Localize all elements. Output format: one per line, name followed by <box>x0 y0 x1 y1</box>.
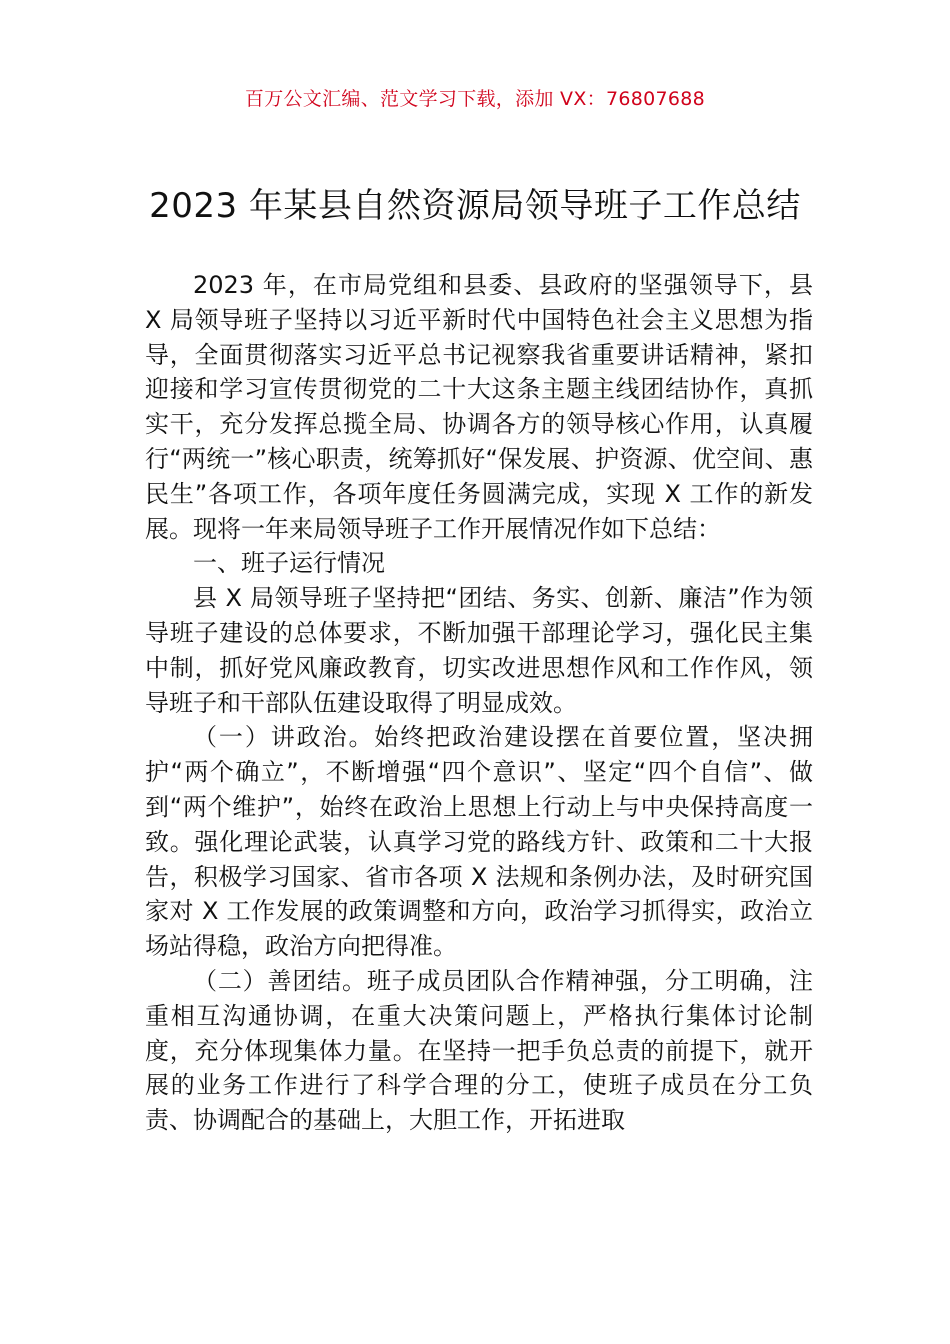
promo-banner: 百万公文汇编、范文学习下载，添加 VX：76807688 <box>244 88 706 110</box>
paragraph-intro: 2023 年，在市局党组和县委、县政府的坚强领导下，县 X 局领导班子坚持以习近平新时代中国特色社会主义思想为指导，全面贯彻落实习近平总书记视察我省重要讲话精神，紧扣迎接和学习宣传贯彻党的二十大这条主题主线团结协作，真抓实干，充分发挥总揽全局、协调各方的领导核心作用，认真履行“两统一”核心职责，统筹抓好“保发展、护资源、优空间、惠民生”各项工作，各项年度任务圆满完成，实现 X 工作的新发展。现将一年来局领导班子工作开展情况作如下总结： <box>145 271 813 543</box>
paragraph-section-intro: 县 X 局领导班子坚持把“团结、务实、创新、廉洁”作为领导班子建设的总体要求，不断加强干部理论学习，强化民主集中制，抓好党风廉政教育，切实改进思想作风和工作作风，领导班子和干部队伍建设取得了明显成效。 <box>145 584 813 717</box>
document-title: 2023 年某县自然资源局领导班子工作总结 <box>149 186 801 226</box>
section-heading: 一、班子运行情况 <box>193 549 385 578</box>
paragraph-politics: （一）讲政治。始终把政治建设摆在首要位置，坚决拥护“两个确立”，不断增强“四个意识”、坚定“四个自信”、做到“两个维护”，始终在政治上思想上行动上与中央保持高度一致。强化理论武装，认真学习党的路线方针、政策和二十大报告，积极学习国家、省市各项 X 法规和条例办法，及时研究国家对 X 工作发展的政策调整和方向，政治学习抓得实，政治立场站得稳，政治方向把得准。 <box>145 723 813 961</box>
document-body <box>145 268 813 1138</box>
paragraph-unity: （二）善团结。班子成员团队合作精神强，分工明确，注重相互沟通协调，在重大决策问题上，严格执行集体讨论制度，充分体现集体力量。在坚持一把手负总责的前提下，就开展的业务工作进行了科学合理的分工，使班子成员在分工负责、协调配合的基础上，大胆工作，开拓进取 <box>145 966 813 1135</box>
